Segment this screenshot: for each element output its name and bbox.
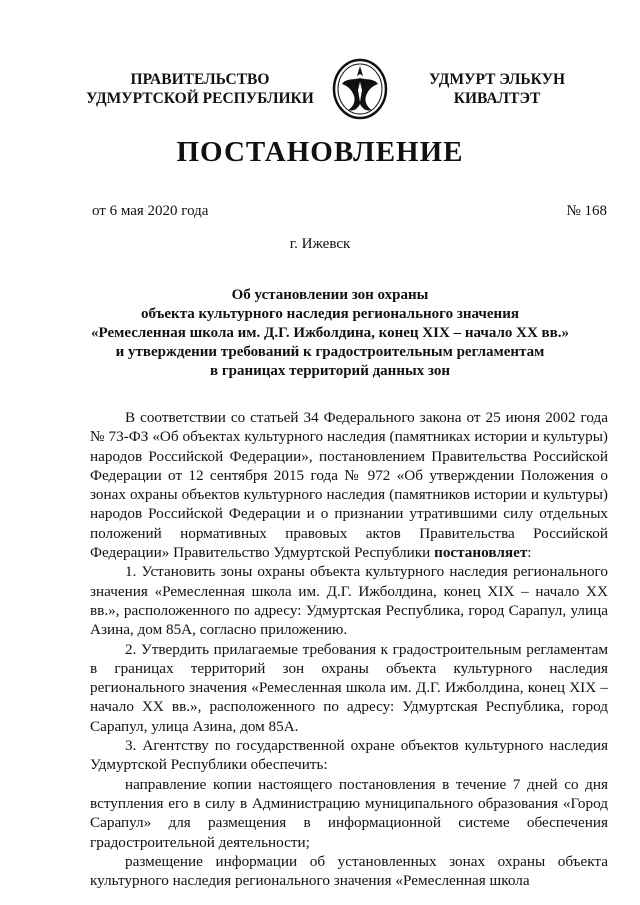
subject-line: Об установлении зон охраны <box>231 287 429 303</box>
subject-line: в границах территорий данных зон <box>210 363 450 379</box>
paragraph-3: 3. Агентству по государственной охране объектов культурного наследия Удмуртской Республики обеспечить: <box>90 737 608 774</box>
document-subject <box>60 286 600 381</box>
government-name-udmurt <box>424 70 570 108</box>
udmurt-coat-of-arms-icon <box>330 58 390 120</box>
gov-udm-line-2: КИВАЛТЭТ <box>453 90 541 107</box>
gov-line-2: УДМУРТСКОЙ РЕСПУБЛИКИ <box>86 90 314 107</box>
intro-end: : <box>527 544 532 562</box>
gov-udm-line-1: УДМУРТ ЭЛЬКУН <box>428 71 566 88</box>
gov-line-1: ПРАВИТЕЛЬСТВО <box>130 71 270 88</box>
intro-paragraph <box>90 408 608 562</box>
subject-line: объекта культурного наследия регионального значения <box>141 306 519 322</box>
paragraph-2: 2. Утвердить прилагаемые требования к градостроительным регламентам в границах территорий зон охраны объекта культурного наследия регионального значения «Ремесленная школа им. Д.Г. Ижболдина, конец XIX – начало XX вв.», расположенного по адресу: Удмуртская Республика, город Сарапул, улица Азина, дом 85А. <box>90 640 608 735</box>
paragraph-4: направление копии настоящего постановления в течение 7 дней со дня вступления его в силу в Администрацию муниципального образования «Город Сарапул» для размещения в информационной системе обеспечения градостроительной деятельности; <box>90 775 608 851</box>
government-name-russian <box>86 70 314 108</box>
document-number: № 168 <box>566 203 607 219</box>
paragraph-5: размещение информации об установленных зонах охраны объекта культурного наследия регионального значения «Ремесленная школа <box>90 852 608 890</box>
paragraph-1: 1. Установить зоны охраны объекта культурного наследия регионального значения «Ремесленная школа им. Д.Г. Ижболдина, конец XIX – начало XX вв.», расположенного по адресу: Удмуртская Республика, город Сарапул, улица Азина, дом 85А, согласно приложению. <box>90 563 608 639</box>
subject-line: «Ремесленная школа им. Д.Г. Ижболдина, конец XIX – начало XX вв.» <box>91 325 569 341</box>
document-city: г. Ижевск <box>289 236 351 252</box>
resolution-keyword: постановляет <box>434 544 528 562</box>
document-body <box>90 408 608 890</box>
intro-text: В соответствии со статьей 34 Федерального закона от 25 июня 2002 года № 73-ФЗ «Об объектах культурного наследия (памятниках истории и культуры) народов Российской Федерации», постановлением Правительства Российской Федерации от 12 сентября 2015 года № 972 «Об утверждении Положения о зонах охраны объектов культурного наследия (памятников истории и культуры) народов Российской Федерации и о признании утратившими силу отдельных положений нормативных правовых актов Правительства Российской Федерации» Правительство Удмуртской Республики <box>90 409 608 562</box>
subject-line: и утверждении требований к градостроительным регламентам <box>115 344 545 360</box>
document-title: ПОСТАНОВЛЕНИЕ <box>176 136 464 168</box>
document-date: от 6 мая 2020 года <box>92 203 209 219</box>
